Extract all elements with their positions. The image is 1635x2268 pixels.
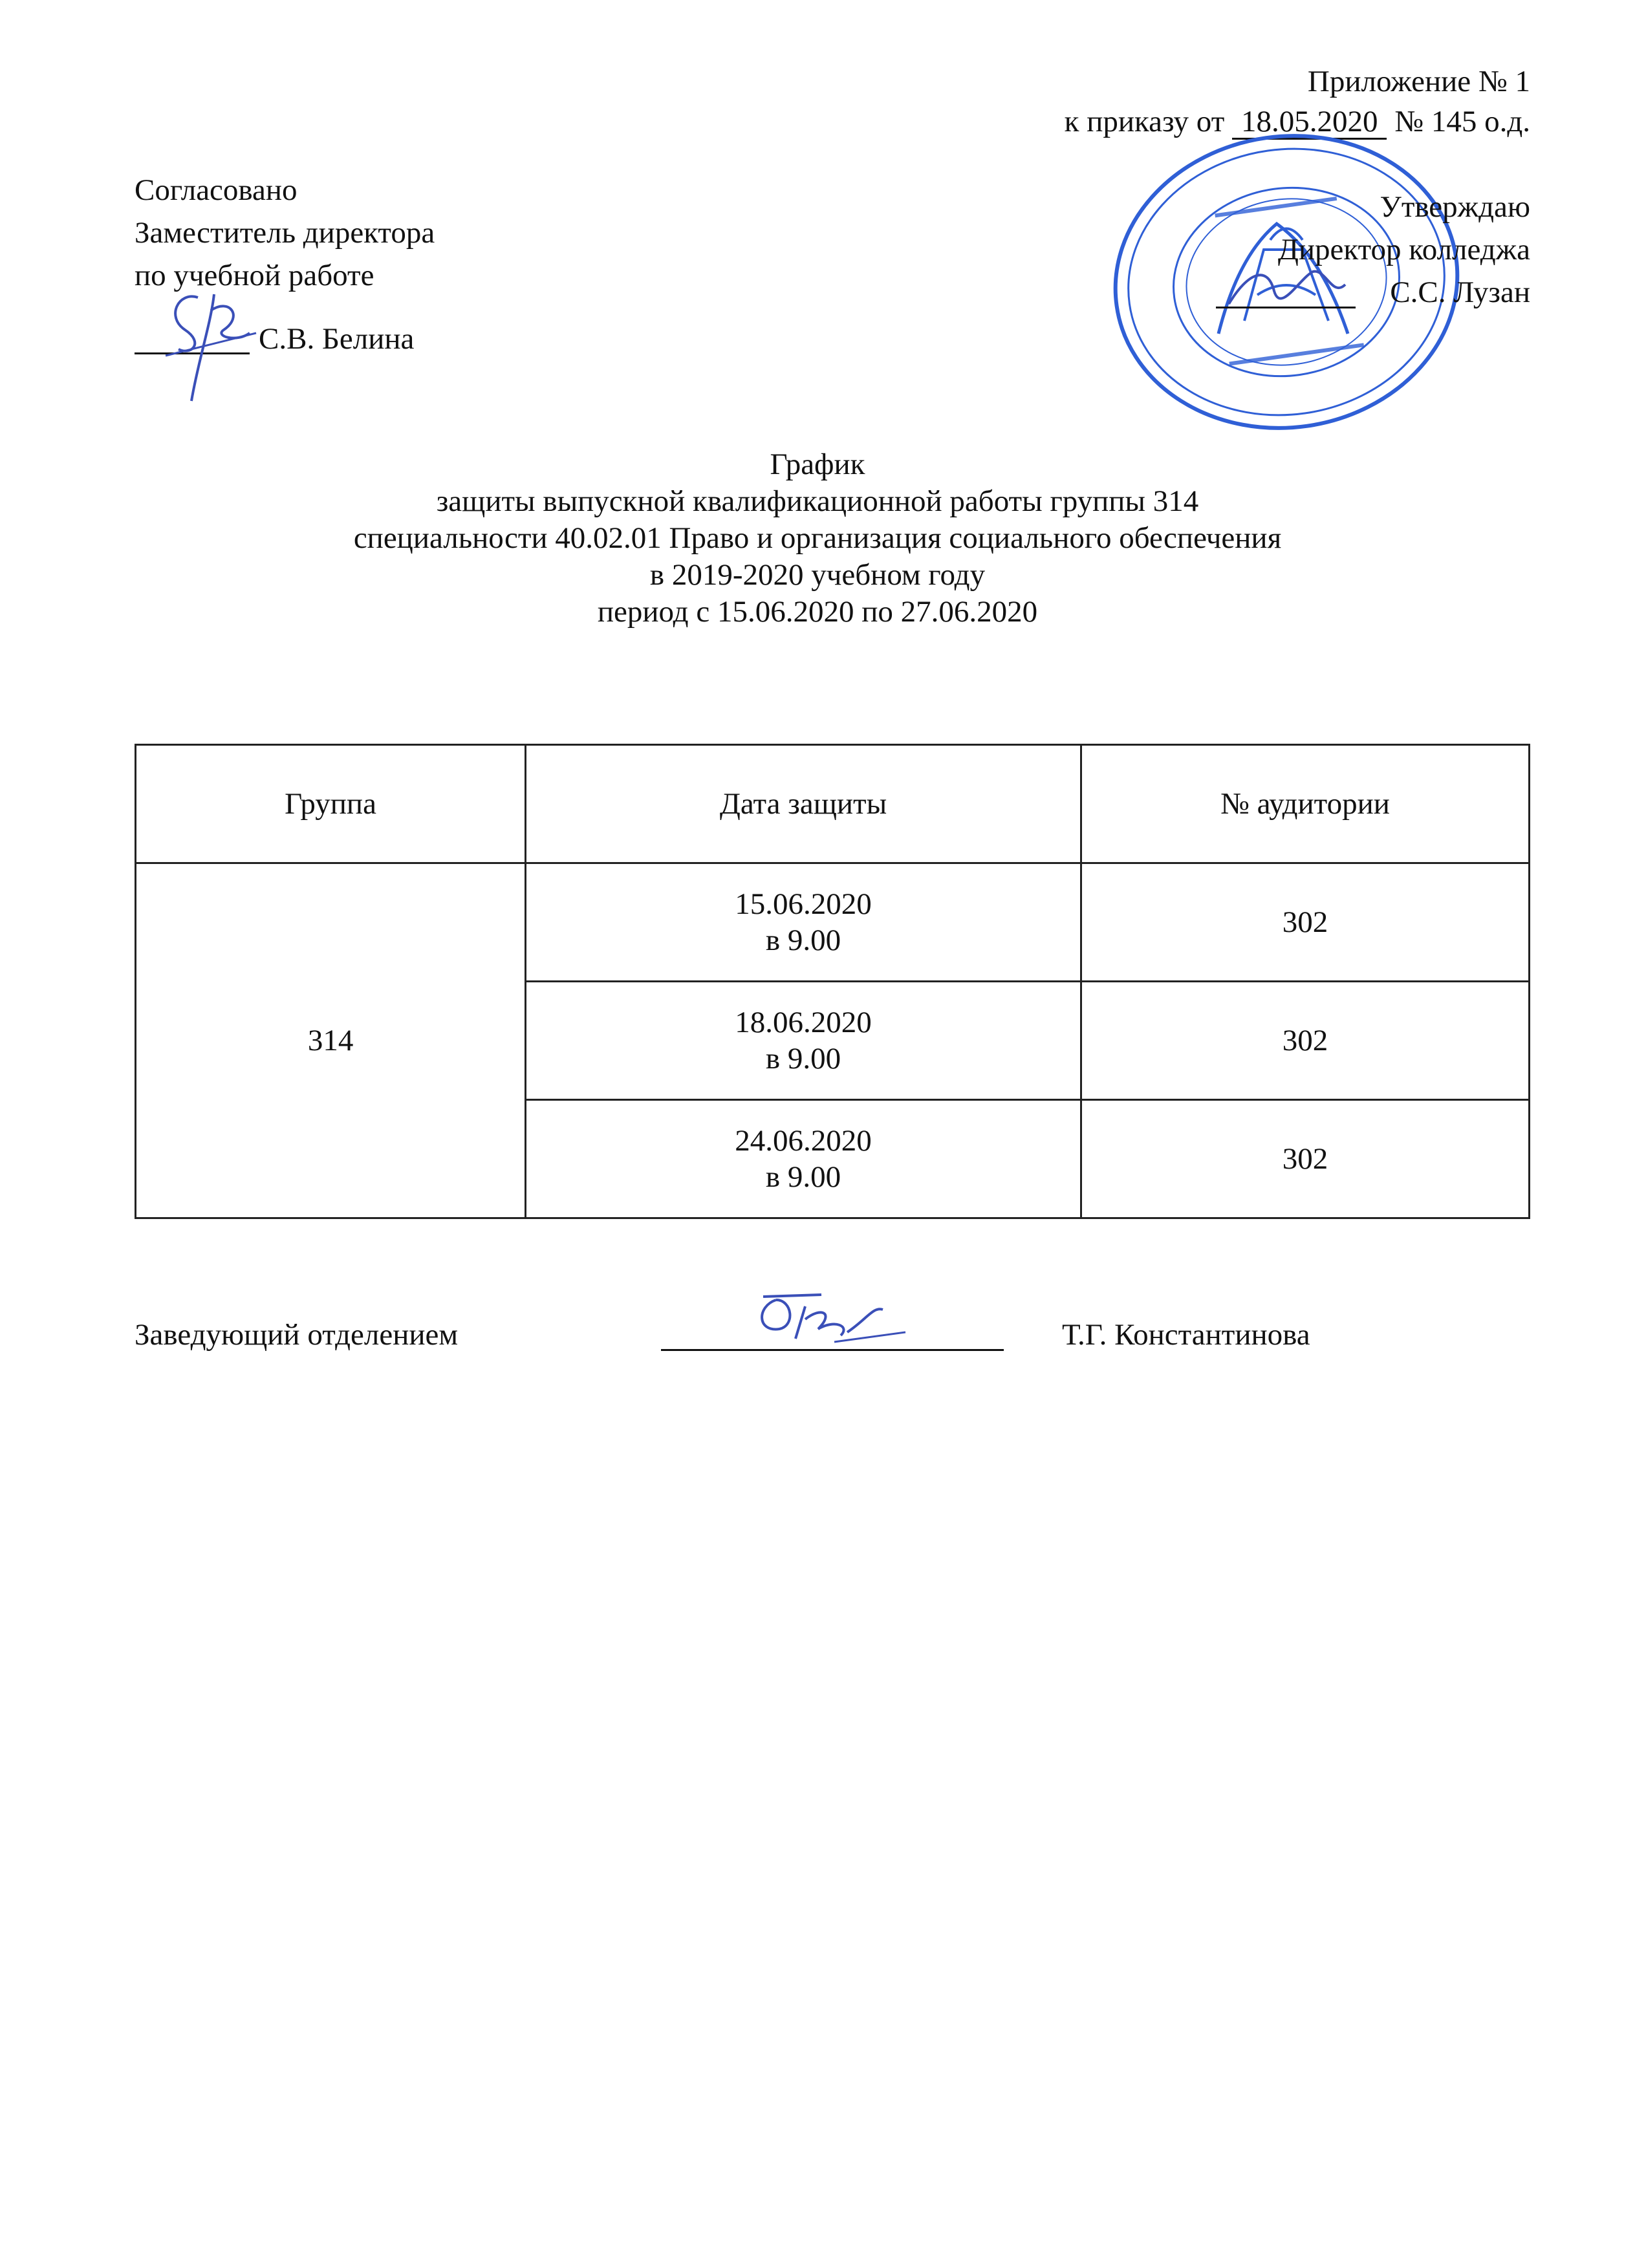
approved-label: Утверждаю <box>1380 190 1530 224</box>
defense-date: 18.06.2020 <box>735 1006 872 1039</box>
title-line-5: период с 15.06.2020 по 27.06.2020 <box>597 595 1038 629</box>
approved-signature <box>1222 252 1352 323</box>
defense-time: в 9.00 <box>765 1160 841 1194</box>
room-cell: 302 <box>1081 1100 1529 1218</box>
title-line-4: в 2019-2020 учебном году <box>649 558 986 592</box>
approved-position: Директор колледжа <box>1277 233 1530 266</box>
agreed-position-line1: Заместитель директора <box>135 216 435 250</box>
schedule-table <box>135 744 1530 1219</box>
title-line-3: специальности 40.02.01 Право и организация социального обеспечения <box>353 521 1282 555</box>
defense-time: в 9.00 <box>765 923 841 957</box>
date-cell <box>526 1100 1081 1218</box>
footer-name: Т.Г. Константинова <box>1062 1318 1310 1352</box>
agreed-name: С.В. Белина <box>259 322 415 356</box>
title-line-2: защиты выпускной квалификационной работы группы 314 <box>436 484 1199 518</box>
agreed-label: Согласовано <box>135 173 298 207</box>
appendix-label: Приложение № 1 <box>1307 65 1530 98</box>
header-group: Группа <box>136 745 526 863</box>
group-cell: 314 <box>136 863 526 1218</box>
defense-date: 24.06.2020 <box>735 1124 872 1158</box>
room-cell: 302 <box>1081 982 1529 1100</box>
order-prefix: к приказу от <box>1064 105 1225 138</box>
room-cell: 302 <box>1081 863 1529 982</box>
date-cell <box>526 863 1081 982</box>
table-header-row <box>136 745 1530 863</box>
header-room-number: № аудитории <box>1081 745 1529 863</box>
order-date: 18.05.2020 <box>1232 105 1387 140</box>
table-row <box>136 863 1530 982</box>
header-defense-date: Дата защиты <box>526 745 1081 863</box>
footer-signature <box>744 1280 912 1352</box>
order-number: № 145 о.д. <box>1394 105 1530 138</box>
agreed-position-line2: по учебной работе <box>135 259 374 292</box>
agreed-signature <box>153 272 282 414</box>
footer-position: Заведующий отделением <box>135 1318 459 1352</box>
date-cell <box>526 982 1081 1100</box>
approved-name: С.С. Лузан <box>1390 275 1530 309</box>
defense-date: 15.06.2020 <box>735 887 872 921</box>
document-title <box>0 446 1635 631</box>
title-line-1: График <box>770 448 865 481</box>
defense-time: в 9.00 <box>765 1042 841 1075</box>
